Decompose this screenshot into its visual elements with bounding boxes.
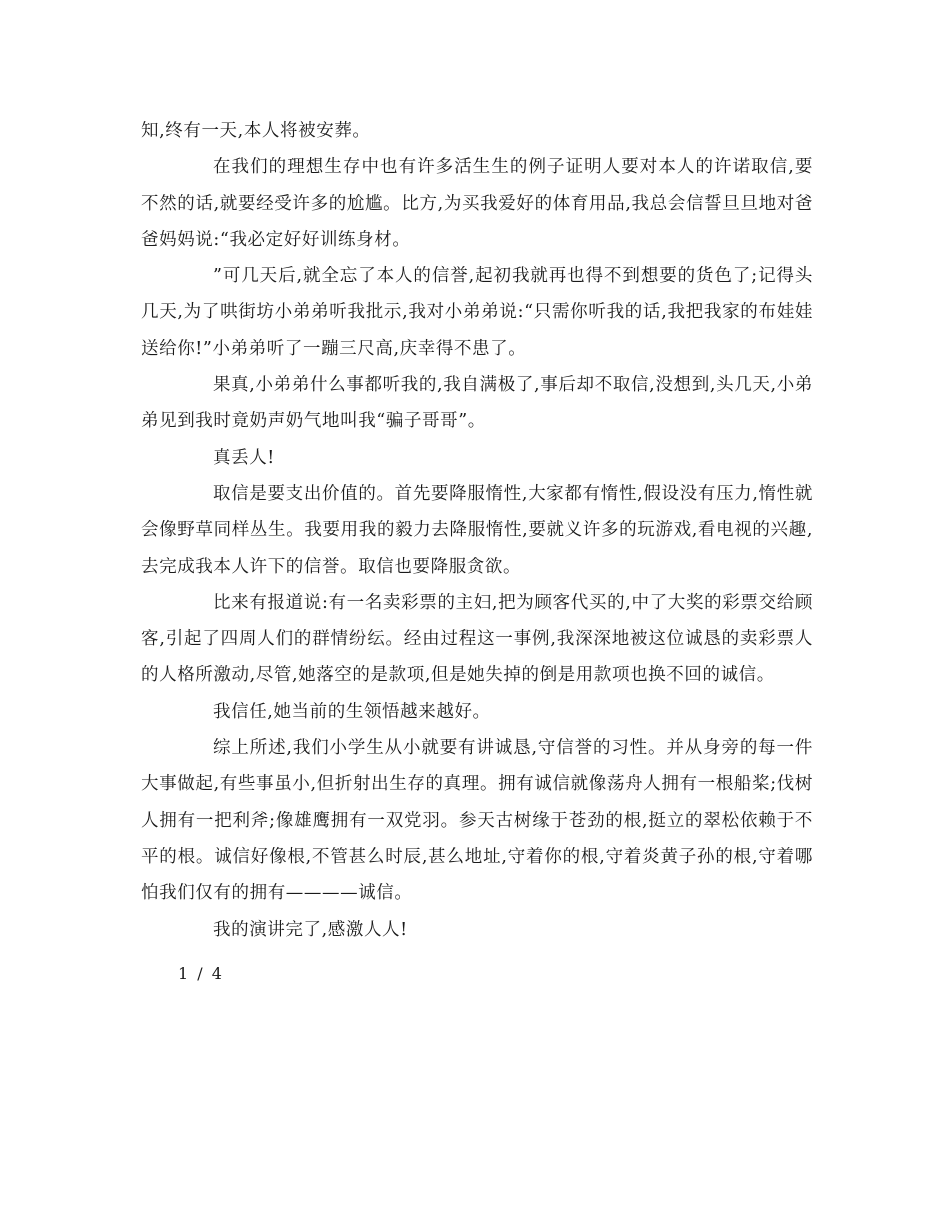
paragraph: 果真,小弟弟什么事都听我的,我自满极了,事后却不取信,没想到,头几天,小弟弟见到我时竟奶声奶气地叫我“骗子哥哥”。 bbox=[141, 375, 813, 432]
page-number: 1 / 4 bbox=[178, 964, 224, 983]
paragraph: 取信是要支出价值的。首先要降服惰性,大家都有惰性,假设没有压力,惰性就会像野草同样丛生。我要用我的毅力去降服惰性,要就义许多的玩游戏,看电视的兴趣,去完成我本人许下的信誉。取信也要降服贪欲。 bbox=[141, 483, 813, 577]
paragraph: 综上所述,我们小学生从小就要有讲诚恳,守信誉的习性。并从身旁的每一件大事做起,有些事虽小,但折射出生存的真理。拥有诚信就像荡舟人拥有一根船桨;伐树人拥有一把利斧;像雄鹰拥有一双党羽。参天古树缘于苍劲的根,挺立的翠松依赖于不平的根。诚信好像根,不管甚么时辰,甚么地址,守着你的根,守着炎黄子孙的根,守着哪怕我们仅有的拥有————诚信。 bbox=[141, 738, 813, 904]
paragraph: 在我们的理想生存中也有许多活生生的例子证明人要对本人的许诺取信,要不然的话,就要经受许多的尬尴。比方,为买我爱好的体育用品,我总会信誓旦旦地对爸爸妈妈说:“我必定好好训练身材。 bbox=[141, 157, 813, 250]
paragraph: 我的演讲完了,感激人人! bbox=[213, 919, 408, 940]
paragraph: 比来有报道说:有一名卖彩票的主妇,把为顾客代买的,中了大奖的彩票交给顾客,引起了四周人们的群情纷纭。经由过程这一事例,我深深地被这位诚恳的卖彩票人的人格所激动,尽管,她落空的是款项,但是她失掉的倒是用款项也换不回的诚信。 bbox=[141, 592, 813, 686]
paragraph: 我信任,她当前的生领悟越来越好。 bbox=[213, 701, 491, 722]
paragraph: ”可几天后,就全忘了本人的信誉,起初我就再也得不到想要的货色了;记得头几天,为了哄街坊小弟弟听我批示,我对小弟弟说:“只需你听我的话,我把我家的布娃娃送给你!”小弟弟听了一蹦三尺高,庆幸得不患了。 bbox=[141, 266, 813, 359]
paragraph: 知,终有一天,本人将被安葬。 bbox=[141, 121, 371, 141]
paragraph: 真丢人! bbox=[213, 447, 275, 468]
body-text bbox=[141, 113, 813, 948]
